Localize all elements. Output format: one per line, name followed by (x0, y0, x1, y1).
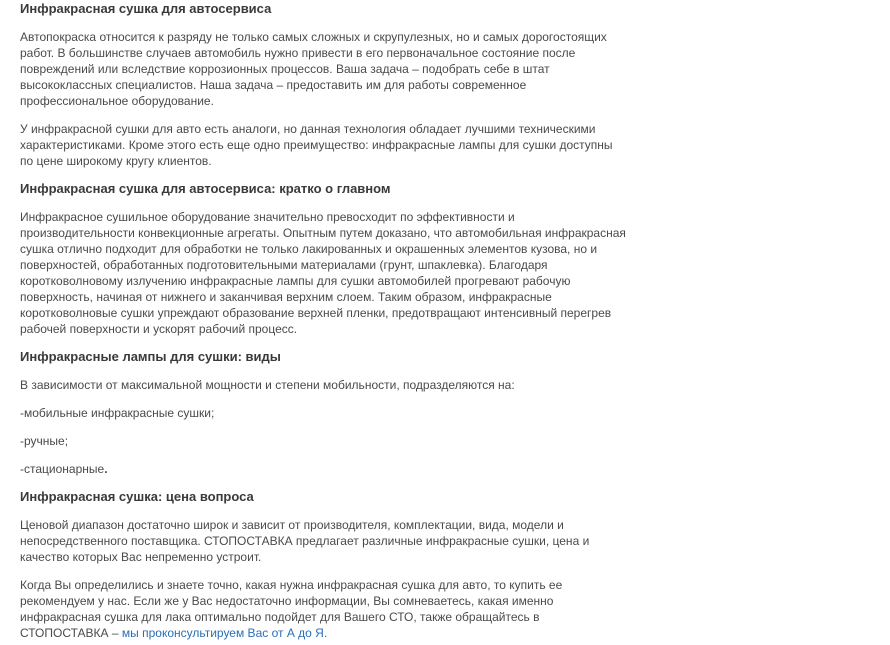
heading-types: Инфракрасные лампы для сушки: виды (20, 349, 281, 364)
paragraph-line: Ценовой диапазон достаточно широк и зависит от производителя, комплектации, вида, модели и (20, 518, 564, 532)
paragraph-line: У инфракрасной сушки для авто есть аналоги, но данная технология обладает лучшими техническими (20, 122, 596, 136)
paragraph-line: поверхность, начиная от нижнего и заканчивая верхним слоем. Таким образом, инфракрасные (20, 290, 552, 304)
paragraph-line: поверхностей, обработанных подготовительными материалами (грунт, шпаклевка). Благодаря (20, 258, 548, 272)
paragraph-analogs (20, 121, 613, 169)
paragraph-line: коротковолновому излучению инфракрасные лампы для сушки автомобилей прогревают рабочую (20, 274, 571, 288)
paragraph-line: коротковолновые сушки упреждают образование верхней пленки, предотвращают интенсивный перегрев (20, 306, 612, 320)
paragraph-line: рабочей поверхности и ускорят рабочий процесс. (20, 322, 298, 336)
paragraph-line: непосредственного поставщика. СТОПОСТАВКА предлагает различные инфракрасные сушки, цена и (20, 534, 590, 548)
paragraph-line: профессиональное оборудование. (20, 94, 214, 108)
paragraph-line: работ. В большинстве случаев автомобиль нужно привести в его первоначальное состояние после (20, 46, 576, 60)
paragraph-line: высококлассных специалистов. Наша задача – предоставить им для работы современное (20, 78, 527, 92)
paragraph-line: Инфракрасное сушильное оборудование значительно превосходит по эффективности и (20, 210, 515, 224)
list-item-manual: -ручные; (20, 434, 69, 448)
consultation-link[interactable]: мы проконсультируем Вас от А до Я. (121, 626, 328, 640)
paragraph-line: Когда Вы определились и знаете точно, какая нужна инфракрасная сушка для авто, то купить ее (20, 578, 563, 592)
list-item-stationary (20, 461, 108, 477)
heading-price: Инфракрасная сушка: цена вопроса (20, 489, 254, 504)
paragraph-line: по цене широкому кругу клиентов. (20, 154, 212, 168)
list-item-mobile: -мобильные инфракрасные сушки; (20, 406, 215, 420)
paragraph-intro (20, 29, 607, 109)
heading-summary: Инфракрасная сушка для автосервиса: кратко о главном (20, 181, 391, 196)
paragraph-line: качество которых Вас непременно устроит. (20, 550, 262, 564)
paragraph-types-intro: В зависимости от максимальной мощности и степени мобильности, подразделяются на: (20, 378, 515, 392)
paragraph-price (20, 517, 589, 565)
list-item-period: . (104, 462, 108, 476)
paragraph-equipment (20, 209, 626, 337)
paragraph-line: производительности конвекционные агрегаты. Опытным путем доказано, что автомобильная инфракрасная (20, 226, 626, 240)
heading-main: Инфракрасная сушка для автосервиса (20, 1, 272, 16)
paragraph-line: СТОПОСТАВКА – (20, 626, 122, 640)
paragraph-line: инфракрасная сушка для лака оптимально подойдет для Вашего СТО, также обращайтесь в (20, 610, 540, 624)
paragraph-line: характеристиками. Кроме этого есть еще одно преимущество: инфракрасные лампы для сушки доступны (20, 138, 613, 152)
paragraph-contact (20, 577, 562, 641)
list-item-label: -стационарные (20, 462, 105, 476)
paragraph-line: Автопокраска относится к разряду не только самых сложных и скрупулезных, но и самых дорогостоящих (20, 30, 607, 44)
paragraph-line: повреждений или вследствие коррозионных процессов. Ваша задача – подобрать себе в штат (20, 62, 550, 76)
paragraph-line: сушка отлично подходит для обработки не только лакированных и окрашенных элементов кузова, но и (20, 242, 598, 256)
paragraph-line: рекомендуем у нас. Если же у Вас недостаточно информации, Вы сомневаетесь, какая именно (20, 594, 554, 608)
